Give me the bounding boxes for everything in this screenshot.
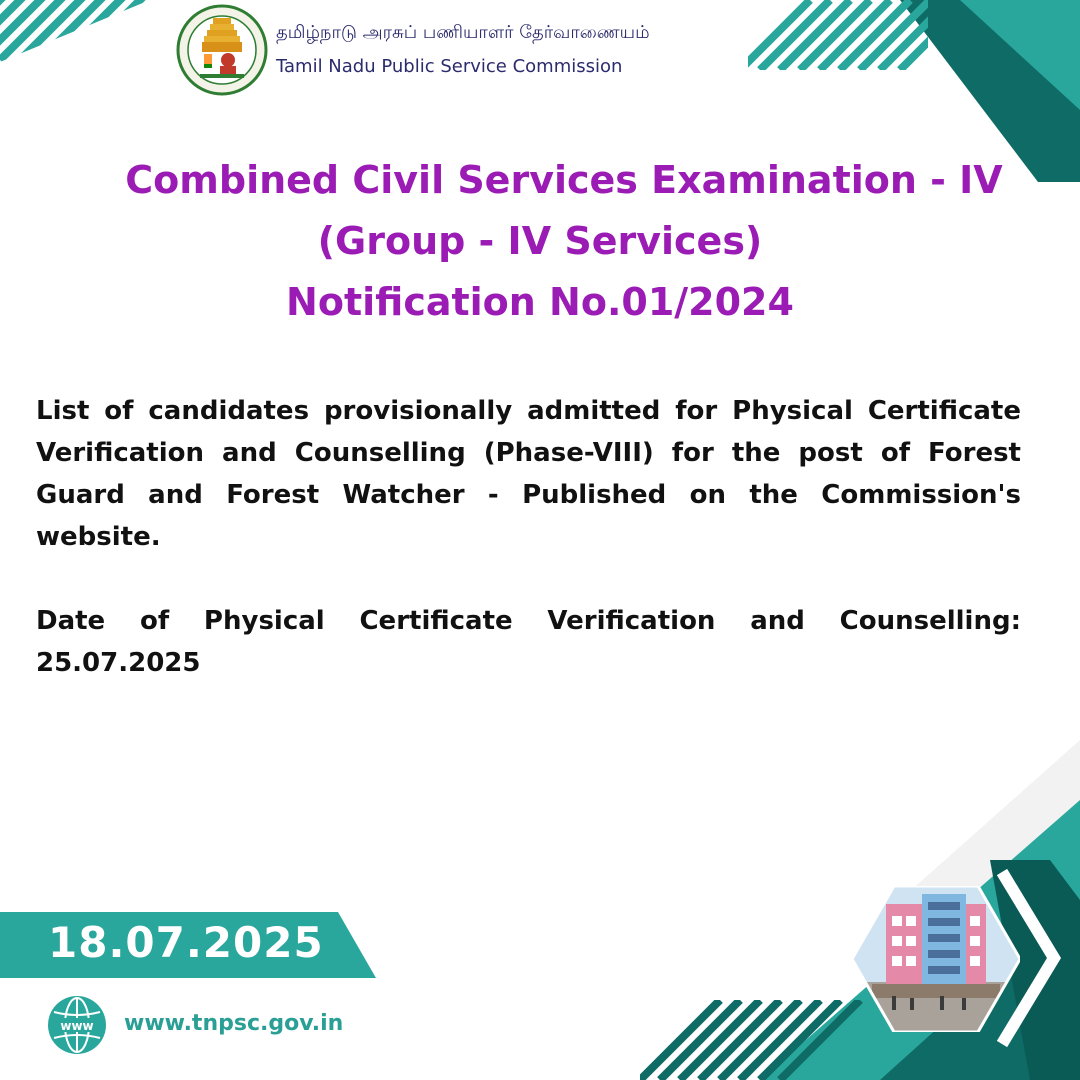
building-photo — [852, 886, 1020, 1032]
org-name-english: Tamil Nadu Public Service Commission — [276, 56, 623, 77]
website-link[interactable]: www.tnpsc.gov.in — [124, 1011, 344, 1036]
headline-exam-name: Combined Civil Services Examination - IV — [125, 158, 1003, 202]
top-left-stripes — [0, 0, 170, 60]
headline-notification: Notification No.01/2024 — [286, 280, 794, 324]
announcement-paragraph: List of candidates provisionally admitted for Physical Certificate Verification and Counselling (Phase-VIII) for the post of Forest Guard and Forest Watcher - Published on the Commission's website. — [36, 396, 1021, 552]
globe-icon — [46, 994, 108, 1056]
tamil-nadu-emblem-icon — [176, 4, 268, 96]
org-name-tamil: தமிழ்நாடு அரசுப் பணியாளர் தேர்வாணையம் — [276, 22, 650, 43]
published-date: 18.07.2025 — [48, 918, 324, 967]
headline — [40, 150, 1040, 333]
globe-label: www — [60, 1019, 94, 1033]
counselling-date-paragraph: Date of Physical Certificate Verification and Counselling: 25.07.2025 — [36, 606, 1021, 678]
headline-group: (Group - IV Services) — [317, 219, 763, 263]
announcement-body — [36, 390, 1021, 684]
